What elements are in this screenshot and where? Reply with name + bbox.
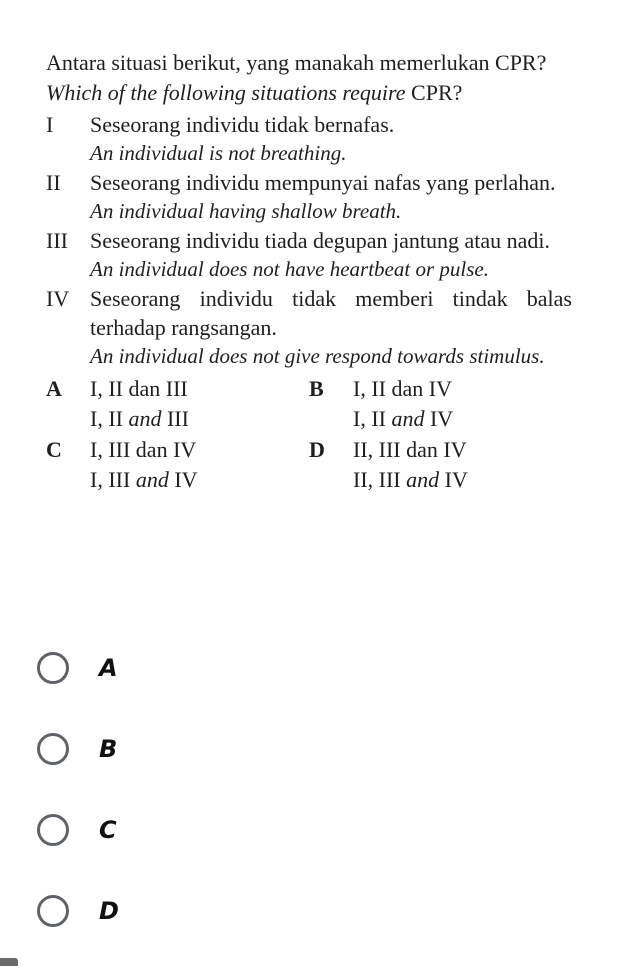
answer-option-d — [309, 434, 572, 495]
option-english: II, III and IV — [353, 467, 468, 492]
statement-english: An individual does not have heartbeat or pulse. — [90, 257, 489, 281]
option-english: I, II and III — [90, 406, 189, 431]
statement-english: An individual does not give respond towards stimulus. — [90, 344, 545, 368]
radio-button[interactable] — [37, 814, 69, 846]
option-malay: I, II dan IV — [353, 376, 452, 401]
statement-numeral: III — [46, 228, 68, 253]
choice-c[interactable] — [37, 810, 437, 850]
option-letter: C — [46, 437, 62, 462]
choice-label: A — [99, 654, 118, 682]
question-block — [46, 48, 572, 495]
statement-malay: Seseorang individu mempunyai nafas yang perlahan. — [90, 170, 556, 195]
answer-option-a — [46, 373, 309, 434]
statement-malay: Seseorang individu tidak memberi tindak balas terhadap rangsangan. — [90, 286, 572, 340]
statement-item — [46, 168, 572, 226]
choice-label: C — [99, 816, 117, 844]
answer-options — [46, 373, 572, 495]
option-english: I, II and IV — [353, 406, 454, 431]
choice-label: B — [99, 735, 118, 763]
statement-item — [46, 110, 572, 168]
option-english: I, III and IV — [90, 467, 198, 492]
option-letter: D — [309, 437, 325, 462]
option-malay: I, II dan III — [90, 376, 188, 401]
radio-button[interactable] — [37, 895, 69, 927]
statement-item — [46, 284, 572, 371]
answer-option-b — [309, 373, 572, 434]
statement-malay: Seseorang individu tiada degupan jantung atau nadi. — [90, 228, 551, 253]
choice-d[interactable] — [37, 891, 437, 931]
statement-english: An individual having shallow breath. — [90, 199, 402, 223]
question-stem-english-text: Which of the following situations require — [46, 80, 406, 105]
choice-a[interactable] — [37, 648, 437, 688]
question-stem-malay: Antara situasi berikut, yang manakah memerlukan CPR? — [46, 50, 547, 75]
radio-button[interactable] — [37, 652, 69, 684]
choice-label: D — [99, 897, 119, 925]
option-malay: I, III dan IV — [90, 437, 197, 462]
statement-numeral: IV — [46, 286, 70, 311]
statement-numeral: II — [46, 170, 61, 195]
radio-button[interactable] — [37, 733, 69, 765]
statement-numeral: I — [46, 112, 54, 137]
question-stem-english-cpr: CPR? — [411, 80, 463, 105]
corner-handle — [0, 958, 18, 966]
choice-b[interactable] — [37, 729, 437, 769]
statement-english: An individual is not breathing. — [90, 141, 347, 165]
question-stem-english — [46, 78, 572, 108]
answer-choice-list — [37, 648, 437, 972]
answer-option-c — [46, 434, 309, 495]
option-letter: A — [46, 376, 62, 401]
statement-item — [46, 226, 572, 284]
option-letter: B — [309, 376, 324, 401]
statement-malay: Seseorang individu tidak bernafas. — [90, 112, 395, 137]
option-malay: II, III dan IV — [353, 437, 467, 462]
